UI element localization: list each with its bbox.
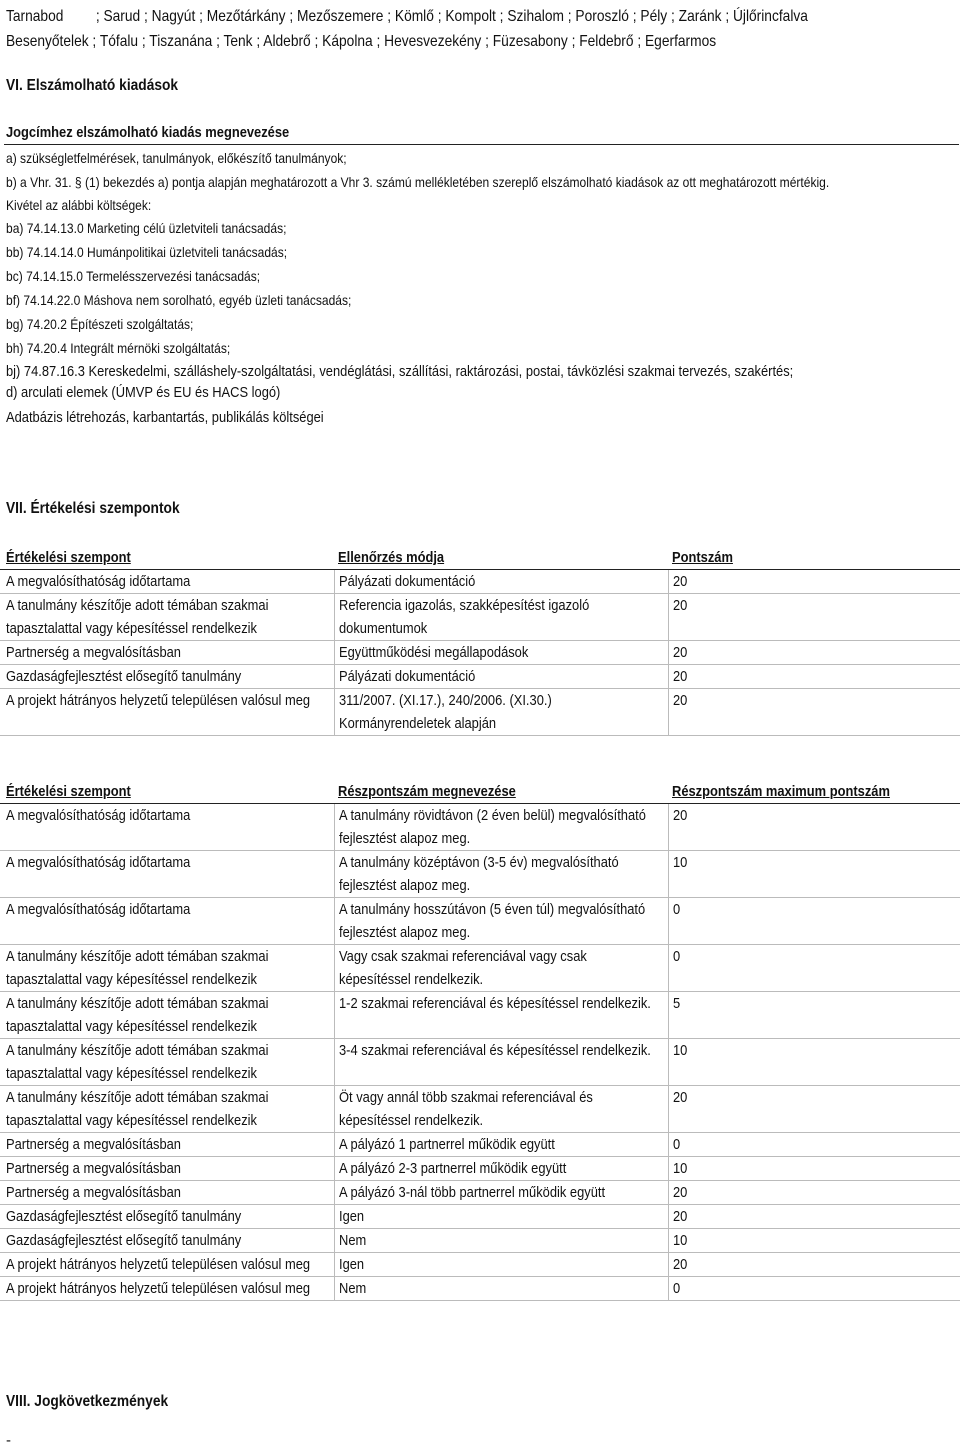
cell-line: dokumentumok: [338, 620, 427, 637]
cell-line: Partnerség a megvalósításban: [6, 1160, 181, 1177]
column-header: Ellenőrzés módja: [334, 546, 668, 570]
separator: ;: [383, 8, 395, 25]
cell-line: Gazdaságfejlesztést elősegítő tanulmány: [6, 1208, 242, 1225]
cell-line: A tanulmány középtávon (3-5 év) megvalósítható: [338, 854, 619, 871]
cell-line: Referencia igazolás, szakképesítést igazoló: [338, 597, 589, 614]
dash-marker: -: [6, 1432, 11, 1449]
exception-item: bh) 74.20.4 Integrált mérnöki szolgáltatás;: [6, 340, 231, 356]
table-header-row: [0, 546, 960, 570]
cell-line: 0: [672, 1136, 680, 1153]
settlement-name: Kompolt: [445, 8, 496, 25]
exception-item: bb) 74.14.14.0 Humánpolitikai üzletviteli tanácsadás;: [6, 244, 288, 260]
table-cell: [668, 594, 960, 641]
settlement-name: Szihalom: [507, 8, 564, 25]
table-row: [0, 992, 960, 1039]
settlement-name: Pély: [640, 8, 668, 25]
cell-line: 5: [672, 995, 680, 1012]
table-row: [0, 641, 960, 665]
table-cell: [668, 804, 960, 851]
table-cell: [334, 898, 668, 945]
settlement-name: Nagyút: [151, 8, 196, 25]
cell-line: 20: [672, 597, 687, 614]
table-cell: [334, 594, 668, 641]
table-cell: [668, 689, 960, 736]
cell-line: A tanulmány készítője adott témában szakmai: [6, 597, 269, 614]
table-cell: [334, 1039, 668, 1086]
cell-line: 10: [672, 1042, 687, 1059]
table-cell: [668, 945, 960, 992]
table-cell: [668, 1039, 960, 1086]
table-cell: [334, 689, 668, 736]
separator: ;: [212, 33, 224, 50]
table-cell: [0, 1086, 334, 1133]
table-cell: [334, 1157, 668, 1181]
table-cell: [0, 1039, 334, 1086]
table-cell: [334, 641, 668, 665]
table-row: [0, 1157, 960, 1181]
cell-line: 0: [672, 1280, 680, 1297]
settlement-name: Tófalu: [99, 33, 139, 50]
settlement-name: Egerfarmos: [645, 33, 717, 50]
table-row: [0, 898, 960, 945]
separator: ;: [563, 8, 576, 25]
separator: ;: [138, 33, 150, 50]
table-row: [0, 1086, 960, 1133]
evaluation-table: [0, 546, 960, 736]
cell-line: 1-2 szakmai referenciával és képesítéssel rendelkezik.: [338, 995, 651, 1012]
table-row: [0, 594, 960, 641]
cell-line: tapasztalattal vagy képesítéssel rendelkezik: [6, 1112, 257, 1129]
cell-line: A projekt hátrányos helyzetű településen valósul meg: [6, 692, 311, 709]
table-cell: [334, 945, 668, 992]
settlement-name: Tarnabod: [6, 8, 64, 25]
cell-line: 10: [672, 854, 687, 871]
cell-line: Gazdaságfejlesztést elősegítő tanulmány: [6, 1232, 242, 1249]
cell-line: Partnerség a megvalósításban: [6, 644, 181, 661]
separator: ;: [310, 33, 323, 50]
table-cell: [668, 898, 960, 945]
table-cell: [668, 1253, 960, 1277]
column-header: Részpontszám maximum pontszám: [668, 780, 960, 804]
table-row: [0, 945, 960, 992]
settlement-name: Sarud: [103, 8, 141, 25]
settlement-name: Újlőrincfalva: [732, 8, 808, 25]
table-cell: [334, 570, 668, 594]
table-row: [0, 1253, 960, 1277]
table-row: [0, 851, 960, 898]
settlement-name: Tenk: [223, 33, 253, 50]
cell-line: tapasztalattal vagy képesítéssel rendelkezik: [6, 1065, 257, 1082]
settlement-name: Tiszanána: [149, 33, 213, 50]
column-header: Részpontszám megnevezése: [334, 780, 668, 804]
settlement-name: Mezőszemere: [297, 8, 384, 25]
cell-line: Öt vagy annál több szakmai referenciával és: [338, 1089, 593, 1106]
item-extra: Adatbázis létrehozás, karbantartás, publikálás költségei: [6, 409, 324, 426]
cell-line: 10: [672, 1232, 687, 1249]
separator: ;: [252, 33, 264, 50]
separator: ;: [567, 33, 580, 50]
cell-line: Pályázati dokumentáció: [338, 668, 475, 685]
cell-line: Gazdaságfejlesztést elősegítő tanulmány: [6, 668, 242, 685]
settlement-name: Mezőtárkány: [206, 8, 286, 25]
table-cell: [0, 570, 334, 594]
cell-line: 20: [672, 692, 687, 709]
cell-line: Vagy csak szakmai referenciával vagy csak: [338, 948, 587, 965]
settlement-line-2: [6, 29, 716, 54]
cell-line: A tanulmány készítője adott témában szakmai: [6, 1089, 269, 1106]
settlement-name: Besenyőtelek: [6, 33, 89, 50]
settlement-name: Feldebrő: [579, 33, 634, 50]
cell-line: A tanulmány készítője adott témában szakmai: [6, 948, 269, 965]
exceptions-title: Kivétel az alábbi költségek:: [6, 197, 152, 213]
table-cell: [334, 1229, 668, 1253]
cell-line: A megvalósíthatóság időtartama: [6, 573, 191, 590]
cell-line: Nem: [338, 1232, 366, 1249]
cell-line: Partnerség a megvalósításban: [6, 1184, 181, 1201]
table-cell: [0, 851, 334, 898]
separator: ;: [285, 8, 298, 25]
cell-line: 20: [672, 807, 687, 824]
table-cell: [0, 594, 334, 641]
separator: ;: [88, 33, 100, 50]
cell-line: 20: [672, 644, 687, 661]
cell-line: A pályázó 2-3 partnerrel működik együtt: [338, 1160, 566, 1177]
table-cell: [668, 1157, 960, 1181]
exception-item: bj) 74.87.16.3 Kereskedelmi, szálláshely-szolgáltatási, vendéglátási, szállítási, raktározási, postai, távközlési szakmai tervezés, szakértés;: [6, 363, 794, 380]
table-cell: [0, 1181, 334, 1205]
section-6-title: VI. Elszámolható kiadások: [6, 77, 179, 94]
table-cell: [0, 1277, 334, 1301]
exception-item: bf) 74.14.22.0 Máshova nem sorolható, egyéb üzleti tanácsadás;: [6, 292, 352, 308]
settlement-name: Zaránk: [678, 8, 722, 25]
column-header: Pontszám: [668, 546, 960, 570]
separator: ;: [721, 8, 733, 25]
settlement-line-1: [6, 4, 808, 29]
table-cell: [0, 945, 334, 992]
table-cell: [668, 1277, 960, 1301]
table-cell: [334, 851, 668, 898]
table-cell: [0, 1205, 334, 1229]
item-a: a) szükségletfelmérések, tanulmányok, előkészítő tanulmányok;: [6, 150, 347, 166]
table-header-row: [0, 780, 960, 804]
table-row: [0, 1277, 960, 1301]
cell-line: 20: [672, 1089, 687, 1106]
table-cell: [334, 1133, 668, 1157]
separator: ;: [628, 8, 641, 25]
exception-item: bg) 74.20.2 Építészeti szolgáltatás;: [6, 316, 194, 332]
separator: ;: [195, 8, 207, 25]
item-d: d) arculati elemek (ÚMVP és EU és HACS logó): [6, 384, 281, 401]
cell-line: A megvalósíthatóság időtartama: [6, 807, 191, 824]
table-cell: [668, 992, 960, 1039]
table-cell: [0, 641, 334, 665]
table-cell: [668, 1229, 960, 1253]
separator: ;: [667, 8, 679, 25]
cell-line: 20: [672, 1184, 687, 1201]
cell-line: 0: [672, 901, 680, 918]
cell-line: fejlesztést alapoz meg.: [338, 924, 470, 941]
cell-line: 20: [672, 1208, 687, 1225]
cell-line: A projekt hátrányos helyzetű településen valósul meg: [6, 1280, 311, 1297]
cell-line: képesítéssel rendelkezik.: [338, 1112, 483, 1129]
cell-line: A tanulmány készítője adott témában szakmai: [6, 1042, 269, 1059]
separator: ;: [140, 8, 152, 25]
settlement-list: [6, 4, 960, 54]
cell-line: képesítéssel rendelkezik.: [338, 971, 483, 988]
separator: ;: [633, 33, 646, 50]
table-cell: [334, 992, 668, 1039]
item-b: b) a Vhr. 31. § (1) bekezdés a) pontja alapján meghatározott a Vhr 3. számú mellékletében szereplő elszámolható kiadások az ott meghatározott mértékig.: [6, 174, 830, 190]
settlement-name: Aldebrő: [263, 33, 311, 50]
table-cell: [668, 665, 960, 689]
table-cell: [668, 641, 960, 665]
cell-line: 20: [672, 1256, 687, 1273]
cell-line: A pályázó 1 partnerrel működik együtt: [338, 1136, 555, 1153]
table-row: [0, 1039, 960, 1086]
table-cell: [0, 1133, 334, 1157]
cell-line: Pályázati dokumentáció: [338, 573, 475, 590]
column-header: Értékelési szempont: [0, 546, 334, 570]
cell-line: A projekt hátrányos helyzetű településen valósul meg: [6, 1256, 311, 1273]
table-cell: [0, 665, 334, 689]
cell-line: tapasztalattal vagy képesítéssel rendelkezik: [6, 1018, 257, 1035]
cell-line: 20: [672, 573, 687, 590]
table-cell: [668, 1133, 960, 1157]
table-cell: [0, 1253, 334, 1277]
separator: ;: [92, 8, 104, 25]
table-row: [0, 1205, 960, 1229]
cell-line: Nem: [338, 1280, 366, 1297]
table-cell: [334, 1253, 668, 1277]
table-cell: [668, 1181, 960, 1205]
settlement-name: Hevesvezekény: [384, 33, 482, 50]
cell-line: Kormányrendeletek alapján: [338, 715, 496, 732]
table-cell: [668, 1086, 960, 1133]
table-cell: [668, 1205, 960, 1229]
settlement-name: Füzesabony: [492, 33, 568, 50]
table-row: [0, 1181, 960, 1205]
cell-line: 3-4 szakmai referenciával és képesítéssel rendelkezik.: [338, 1042, 651, 1059]
table-cell: [334, 1277, 668, 1301]
table-row: [0, 689, 960, 736]
table-cell: [0, 804, 334, 851]
separator: ;: [372, 33, 385, 50]
cell-line: Igen: [338, 1208, 364, 1225]
separator: ;: [433, 8, 446, 25]
settlement-name: Kápolna: [322, 33, 373, 50]
table-row: [0, 804, 960, 851]
table-cell: [334, 1086, 668, 1133]
separator: ;: [481, 33, 493, 50]
cell-line: A pályázó 3-nál több partnerrel működik együtt: [338, 1184, 605, 1201]
section-7-title: VII. Értékelési szempontok: [6, 500, 180, 517]
table-cell: [668, 851, 960, 898]
section-6-subtitle-rule: [4, 144, 959, 145]
column-header: Értékelési szempont: [0, 780, 334, 804]
cell-line: 20: [672, 668, 687, 685]
exception-item: bc) 74.14.15.0 Termelésszervezési tanácsadás;: [6, 268, 261, 284]
table-cell: [334, 665, 668, 689]
table-cell: [0, 992, 334, 1039]
cell-line: A tanulmány rövidtávon (2 éven belül) megvalósítható: [338, 807, 646, 824]
table-cell: [334, 1205, 668, 1229]
settlement-name: Poroszló: [575, 8, 629, 25]
settlement-name: Kömlő: [394, 8, 434, 25]
cell-line: tapasztalattal vagy képesítéssel rendelkezik: [6, 620, 257, 637]
cell-line: Igen: [338, 1256, 364, 1273]
cell-line: 0: [672, 948, 680, 965]
section-8-title: VIII. Jogkövetkezmények: [6, 1393, 169, 1410]
cell-line: Együttműködési megállapodások: [338, 644, 528, 661]
cell-line: A megvalósíthatóság időtartama: [6, 901, 191, 918]
exception-item: ba) 74.14.13.0 Marketing célú üzletviteli tanácsadás;: [6, 220, 287, 236]
table-cell: [334, 1181, 668, 1205]
table-cell: [0, 898, 334, 945]
table-row: [0, 1133, 960, 1157]
table-row: [0, 665, 960, 689]
section-6-subtitle: Jogcímhez elszámolható kiadás megnevezése: [6, 124, 290, 141]
cell-line: A tanulmány hosszútávon (5 éven túl) megvalósítható: [338, 901, 645, 918]
table-cell: [0, 689, 334, 736]
cell-line: tapasztalattal vagy képesítéssel rendelkezik: [6, 971, 257, 988]
table-cell: [668, 570, 960, 594]
separator: ;: [495, 8, 508, 25]
table-cell: [0, 1229, 334, 1253]
table-row: [0, 570, 960, 594]
subscore-table: [0, 780, 960, 1301]
table-cell: [0, 1157, 334, 1181]
cell-line: fejlesztést alapoz meg.: [338, 877, 470, 894]
cell-line: 10: [672, 1160, 687, 1177]
cell-line: A megvalósíthatóság időtartama: [6, 854, 191, 871]
table-row: [0, 1229, 960, 1253]
cell-line: fejlesztést alapoz meg.: [338, 830, 470, 847]
cell-line: A tanulmány készítője adott témában szakmai: [6, 995, 269, 1012]
cell-line: Partnerség a megvalósításban: [6, 1136, 181, 1153]
table-cell: [334, 804, 668, 851]
cell-line: 311/2007. (XI.17.), 240/2006. (XI.30.): [338, 692, 552, 709]
